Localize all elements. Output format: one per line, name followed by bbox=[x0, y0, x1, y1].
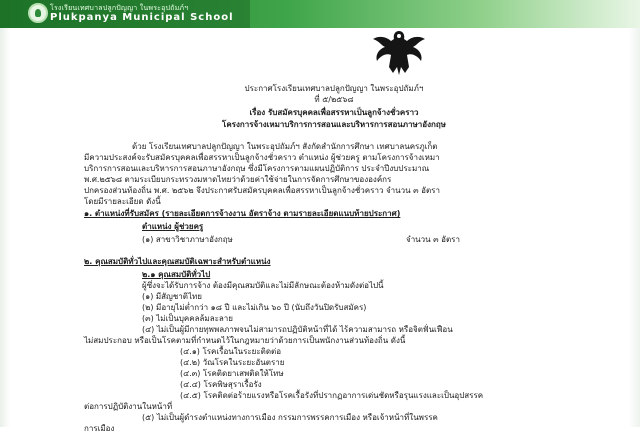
disease-item: (๔.๕) โรคติดต่อร้ายแรงหรือโรคเรื้อรังที่ปรากฏอาการเด่นชัดหรือรุนแรงและเป็นอุปสรรค bbox=[180, 391, 484, 400]
disease-item: (๔.๒) วัณโรคในระยะอันตราย bbox=[180, 358, 285, 367]
section-1-count: จำนวน ๓ อัตรา bbox=[406, 235, 460, 244]
section-1-item: (๑) สาขาวิชาภาษาอังกฤษ bbox=[142, 235, 233, 244]
intro-line: มีความประสงค์จะรับสมัครบุคคลเพื่อสรรหาเป็นลูกจ้างชั่วคราว ตำแหน่ง ผู้ช่วยครู ตามโครงการจ้างเหมา bbox=[84, 153, 440, 162]
page-edge-right bbox=[628, 28, 640, 427]
section-2-1-title: ๒.๑ คุณสมบัติทั่วไป bbox=[142, 270, 211, 279]
garuda-emblem-icon bbox=[369, 27, 429, 79]
announcement-document bbox=[84, 0, 584, 433]
qualification-item: (๓) ไม่เป็นบุคคลล้มละลาย bbox=[142, 314, 233, 323]
qualification-item: (๒) มีอายุไม่ต่ำกว่า ๑๘ ปี และไม่เกิน ๖๐ ปี (นับถึงวันปิดรับสมัคร) bbox=[142, 303, 367, 312]
intro-line: พ.ศ.๒๕๖๘ ตามระเบียบกระทรวงมหาดไทยว่าด้วยค่าใช้จ่ายในการจัดการศึกษาขององค์กร bbox=[84, 175, 392, 184]
school-logo-icon bbox=[28, 3, 48, 23]
section-1-position: ตำแหน่ง ผู้ช่วยครู bbox=[142, 222, 204, 231]
announcement-number: ที่ ๕/๒๕๖๘ bbox=[314, 95, 354, 104]
school-name-thai: โรงเรียนเทศบาลปลูกปัญญา ในพระอุปถัมภ์ฯ bbox=[50, 4, 189, 12]
qualification-item: (๔) ไม่เป็นผู้มีกายทุพพลภาพจนไม่สามารถปฏิบัติหน้าที่ได้ ไร้ความสามารถ หรือจิตฟั่นเฟือน bbox=[142, 325, 453, 334]
qualification-lead: ผู้ซึ่งจะได้รับการจ้าง ต้องมีคุณสมบัติและไม่มีลักษณะต้องห้ามดังต่อไปนี้ bbox=[142, 281, 384, 290]
section-1-title: ๑. ตำแหน่งที่รับสมัคร (รายละเอียดการจ้างงาน อัตราจ้าง ตามรายละเอียดแนบท้ายประกาศ) bbox=[84, 209, 401, 218]
announcement-subject: เรื่อง รับสมัครบุคคลเพื่อสรรหาเป็นลูกจ้างชั่วคราว bbox=[249, 108, 419, 117]
announcement-project: โครงการจ้างเหมาบริการการสอนและบริหารการสอนภาษาอังกฤษ bbox=[222, 120, 446, 129]
intro-line: ด้วย โรงเรียนเทศบาลปลูกปัญญา ในพระอุปถัมภ์ฯ สังกัดสำนักการศึกษา เทศบาลนครภูเก็ต bbox=[132, 142, 438, 151]
disease-item: ต่อการปฏิบัติงานในหน้าที่ bbox=[84, 402, 173, 411]
disease-item: (๔.๓) โรคติดยาเสพติดให้โทษ bbox=[180, 369, 284, 378]
qualification-item: การเมือง bbox=[84, 424, 115, 433]
school-name-english: Plukpanya Municipal School bbox=[50, 12, 234, 23]
announcement-title: ประกาศโรงเรียนเทศบาลปลูกปัญญา ในพระอุปถัมภ์ฯ bbox=[244, 84, 424, 93]
disease-item: (๔.๔) โรคพิษสุราเรื้อรัง bbox=[180, 380, 262, 389]
qualification-item: (๕) ไม่เป็นผู้ดำรงตำแหน่งทางการเมือง กรรมการพรรคการเมือง หรือเจ้าหน้าที่ในพรรค bbox=[142, 413, 438, 422]
qualification-item: (๑) มีสัญชาติไทย bbox=[142, 292, 202, 301]
section-2-title: ๒. คุณสมบัติทั่วไปและคุณสมบัติเฉพาะสำหรับตำแหน่ง bbox=[84, 257, 271, 266]
intro-line: ปกครองส่วนท้องถิ่น พ.ศ. ๒๕๖๒ จึงประกาศรับสมัครบุคคลเพื่อสรรหาเป็นลูกจ้างชั่วคราว จำนวน ๓ อัตรา bbox=[84, 186, 440, 195]
page-edge-left bbox=[0, 28, 10, 427]
qualification-item: ไม่สมประกอบ หรือเป็นโรคตามที่กำหนดไว้ในกฎหมายว่าด้วยการเป็นพนักงานส่วนท้องถิ่น ดังนี้ bbox=[84, 336, 406, 345]
disease-item: (๔.๑) โรคเรื้อนในระยะติดต่อ bbox=[180, 347, 282, 356]
intro-line: โดยมีรายละเอียด ดังนี้ bbox=[84, 197, 161, 206]
intro-line: บริการการสอนและบริหารการสอนภาษาอังกฤษ ซึ่งมีโครงการตามแผนปฏิบัติการ ประจำปีงบประมาณ bbox=[84, 164, 430, 173]
